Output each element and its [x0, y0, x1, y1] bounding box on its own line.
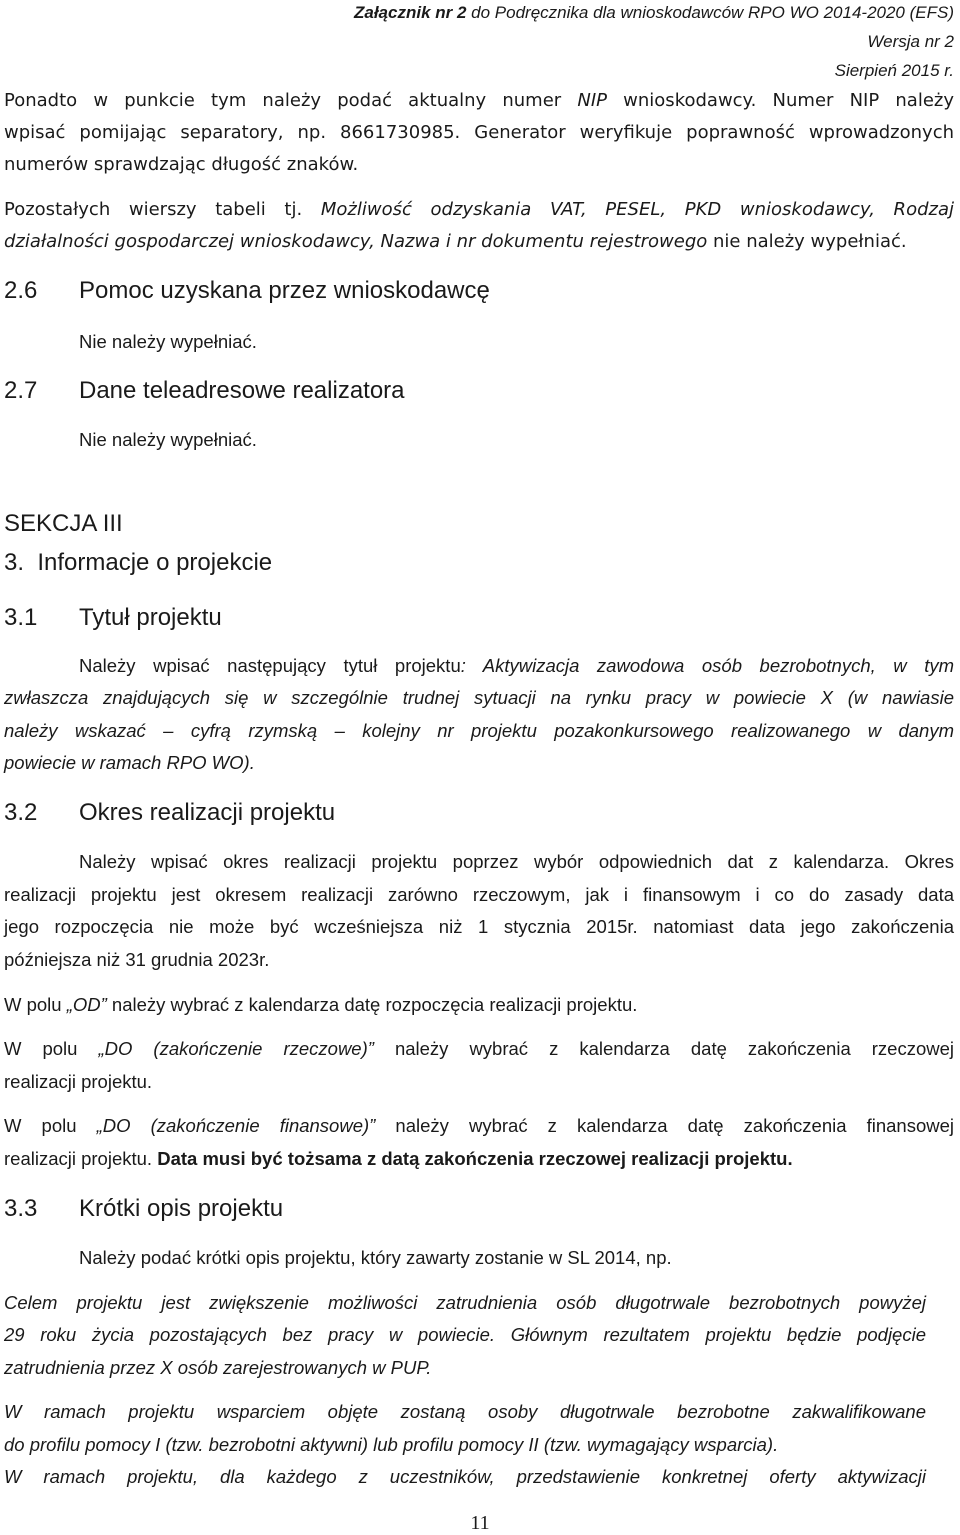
- header-attachment: Załącznik nr 2: [354, 3, 467, 22]
- s31-line-3: należy wskazać – cyfrą rzymską – kolejny nr projektu pozakonkursowego realizowanego w danym: [4, 720, 954, 741]
- s31-line-4: powiecie w ramach RPO WO).: [4, 752, 255, 773]
- section-3-heading: [4, 551, 272, 575]
- heading-title: Dane teleadresowe realizatora: [79, 377, 405, 404]
- s32-do-rzeczowe-line-2: realizacji projektu.: [4, 1071, 153, 1092]
- s32-od-paragraph: W polu „OD” należy wybrać z kalendarza datę rozpoczęcia realizacji projektu.: [4, 994, 638, 1015]
- s33-example-line-5: do profilu pomocy I (tzw. bezrobotni aktywni) lub profilu pomocy II (tzw. wymagający wsparcia).: [4, 1434, 779, 1455]
- heading-number: 3.: [4, 549, 25, 576]
- heading-title: Informacje o projekcie: [37, 549, 273, 576]
- header-manual: do Podręcznika dla wnioskodawców RPO WO 2014-2020 (EFS): [466, 3, 954, 22]
- header-version: Wersja nr 2: [867, 32, 954, 51]
- s33-intro: Należy podać krótki opis projektu, który zawarty zostanie w SL 2014, np.: [79, 1247, 672, 1268]
- s31-line-1: Należy wpisać następujący tytuł projektu: Aktywizacja zawodowa osób bezrobotnych, w tym: [79, 655, 954, 676]
- s32-line-4: późniejsza niż 31 grudnia 2023r.: [4, 949, 270, 970]
- s27-text: Nie należy wypełniać.: [79, 429, 257, 450]
- s26-text: Nie należy wypełniać.: [79, 331, 257, 352]
- section-label: SEKCJA III: [4, 510, 123, 537]
- header-date: Sierpień 2015 r.: [834, 61, 954, 80]
- s32-do-finansowe-line-1: W polu „DO (zakończenie finansowe)” należy wybrać z kalendarza datę zakończenia finansowej: [4, 1115, 955, 1136]
- heading-number: 3.1: [4, 604, 38, 631]
- s33-example-line-3: zatrudnienia przez X osób zarejestrowanych w PUP.: [4, 1357, 432, 1378]
- intro-p2-line-1: Pozostałych wierszy tabeli tj. Możliwość odzyskania VAT, PESEL, PKD wnioskodawcy, Rodzaj: [4, 199, 954, 220]
- heading-number: 3.3: [4, 1195, 38, 1222]
- heading-number: 2.6: [4, 277, 38, 304]
- s33-example-line-6: W ramach projektu, dla każdego z uczestników, przedstawienie konkretnej oferty aktywizacji: [4, 1466, 926, 1487]
- s33-example-line-4: W ramach projektu wsparciem objęte zostaną osoby długotrwale bezrobotne zakwalifikowane: [4, 1401, 926, 1422]
- heading-number: 2.7: [4, 377, 38, 404]
- s32-do-rzeczowe-line-1: W polu „DO (zakończenie rzeczowe)” należy wybrać z kalendarza datę zakończenia rzeczowej: [4, 1038, 955, 1059]
- heading-number: 3.2: [4, 799, 38, 826]
- intro-line-2: wpisać pomijając separatory, np. 8661730985. Generator weryfikuje poprawność wprowadzonych: [4, 122, 954, 143]
- intro-p2-line-2: działalności gospodarczej wnioskodawcy, Nazwa i nr dokumentu rejestrowego nie należy wypełniać.: [4, 231, 907, 252]
- heading-title: Pomoc uzyskana przez wnioskodawcę: [79, 277, 490, 304]
- s32-line-3: jego rozpoczęcia nie może być wcześniejsza niż 1 stycznia 2015r. natomiast data jego zakończenia: [4, 916, 954, 937]
- s32-line-2: realizacji projektu jest okresem realizacji zarówno rzeczowym, jak i finansowym i co do zasady data: [4, 884, 954, 905]
- heading-title: Krótki opis projektu: [79, 1195, 284, 1222]
- intro-line-3: numerów sprawdzając długość znaków.: [4, 154, 359, 175]
- s32-do-finansowe-line-2: realizacji projektu. Data musi być tożsama z datą zakończenia rzeczowej realizacji projektu.: [4, 1148, 793, 1169]
- s31-line-2: zwłaszcza znajdujących się w szczególnie trudnej sytuacji na rynku pracy w powiecie X (w nawiasie: [4, 687, 954, 708]
- s33-example-line-1: Celem projektu jest zwiększenie możliwości zatrudnienia osób długotrwale bezrobotnych powyżej: [4, 1292, 926, 1313]
- doc-header-title: [354, 4, 954, 21]
- heading-title: Okres realizacji projektu: [79, 799, 336, 826]
- heading-title: Tytuł projektu: [79, 604, 222, 631]
- page-number: 11: [470, 1512, 490, 1534]
- s33-example-line-2: 29 roku życia pozostających bez pracy w powiecie. Głównym rezultatem projektu będzie podjęcie: [4, 1324, 926, 1345]
- intro-line-1: Ponadto w punkcie tym należy podać aktualny numer NIP wnioskodawcy. Numer NIP należy: [4, 90, 954, 111]
- s32-line-1: Należy wpisać okres realizacji projektu poprzez wybór odpowiednich dat z kalendarza. Okres: [79, 851, 954, 872]
